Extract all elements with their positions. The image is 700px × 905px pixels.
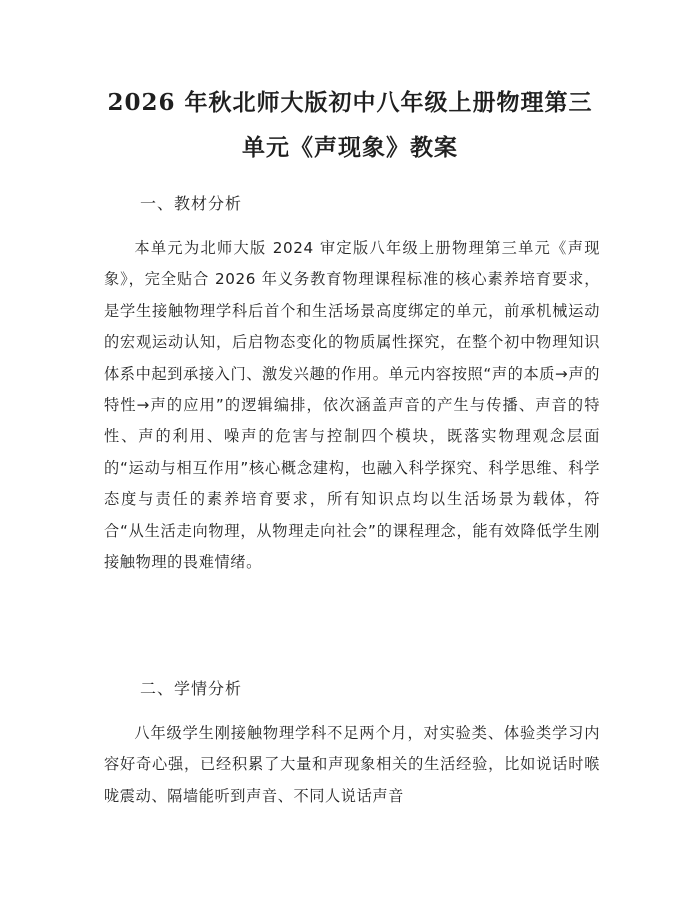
document-title-line-1: 2026 年秋北师大版初中八年级上册物理第三 xyxy=(107,89,593,116)
document-title-line-2: 单元《声现象》教案 xyxy=(242,134,458,161)
section-paragraph-textbook-analysis: 本单元为北师大版 2024 审定版八年级上册物理第三单元《声现象》，完全贴合 2026 年义务教育物理课程标准的核心素养培育要求，是学生接触物理学科后首个和生活场景高度绑定的单元，前承机械运动的宏观运动认知，后启物态变化的物质属性探究，在整个初中物理知识体系中起到承接入门、激发兴趣的作用。单元内容按照“声的本质→声的特性→声的应用”的逻辑编排，依次涵盖声音的产生与传播、声音的特性、声的利用、噪声的危害与控制四个模块，既落实物理观念层面的“运动与相互作用”核心概念建构，也融入科学探究、科学思维、科学态度与责任的素养培育要求，所有知识点均以生活场景为载体，符合“从生活走向物理，从物理走向社会”的课程理念，能有效降低学生刚接触物理的畏难情绪。 xyxy=(104,239,600,572)
section-paragraph-student-analysis: 八年级学生刚接触物理学科不足两个月，对实验类、体验类学习内容好奇心强，已经积累了大量和声现象相关的生活经验，比如说话时喉咙震动、隔墙能听到声音、不同人说话声音 xyxy=(104,724,600,805)
section-heading-student-analysis: 二、学情分析 xyxy=(140,679,243,698)
section-heading-textbook-analysis: 一、教材分析 xyxy=(140,194,243,213)
